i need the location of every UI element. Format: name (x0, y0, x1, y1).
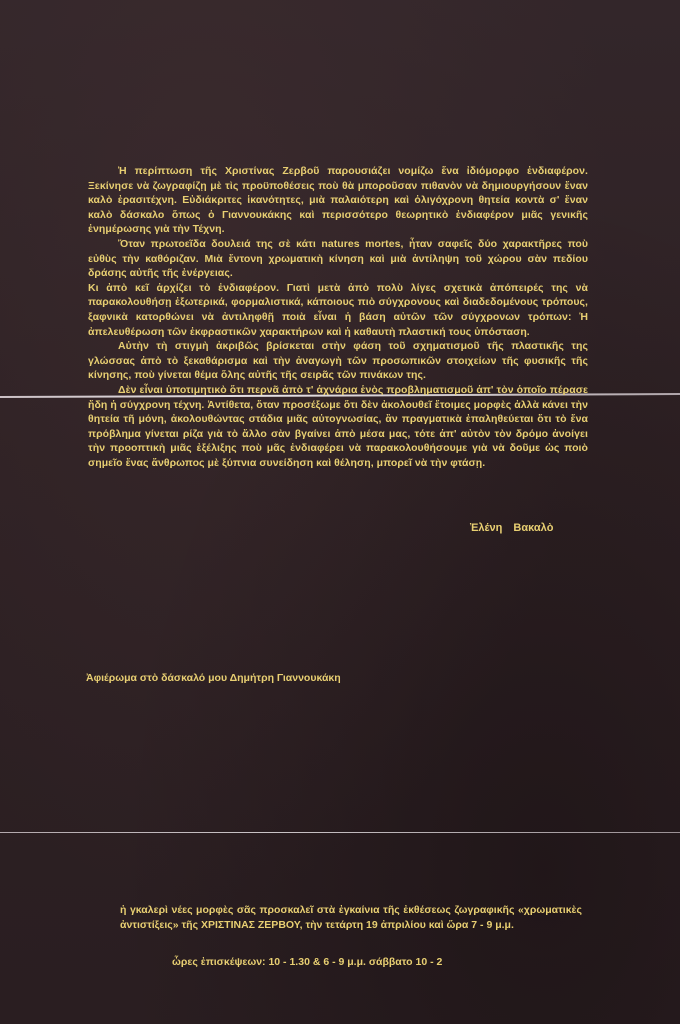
paper-fold-crease (0, 832, 680, 833)
essay-paragraph: Ἡ περίπτωση τῆς Χριστίνας Ζερβοῦ παρουσιάζει νομίζω ἕνα ἰδιόμορφο ἐνδιαφέρον. Ξεκίνησε νὰ ζωγραφίζῃ μὲ τὶς προϋποθέσεις ποὺ θὰ μποροῦσαν πιθανὸν νὰ δημιουργήσουν ἕναν καλὸ ἐρασιτέχνη. Εὐδιάκριτες ἱκανότητες, μιὰ παλαιότερη καὶ ὀλιγόχρονη θητεία κοντὰ σ' ἕναν καλὸ δάσκαλο ὅπως ὁ Γιαννουκάκης καὶ περισσότερο θεωρητικὸ ἐνδιαφέρον μιᾶς γενικῆς ἐνημέρωσης γιὰ τὴν Τέχνη. (88, 165, 588, 236)
critic-essay (88, 164, 588, 470)
essay-paragraph: Ὅταν πρωτοεῖδα δουλειά της σὲ κάτι natures mortes, ἦταν σαφεῖς δύο χαρακτῆρες ποὺ εὐθὺς τὴν καθόριζαν. Μιὰ ἔντονη χρωματικὴ κίνηση καὶ μιὰ ἀντίληψη τοῦ χώρου σὰν πεδίου δράσης αὐτῆς τῆς ἐνέργειας. (88, 237, 588, 280)
invitation-text: ἡ γκαλερὶ νέες μορφὲς σᾶς προσκαλεῖ στὰ ἐγκαίνια τῆς ἐκθέσεως ζωγραφικῆς «χρωματικὲς ἀντιστίξεις» τῆς ΧΡΙΣΤΙΝΑΣ ΖΕΡΒΟΥ, τὴν τετάρτη 19 ἀπριλίου καὶ ὥρα 7 - 9 μ.μ. (120, 904, 582, 931)
essay-paragraph: Αὐτὴν τὴ στιγμὴ ἀκριβῶς βρίσκεται στὴν φάση τοῦ σχηματισμοῦ τῆς πλαστικῆς της γλώσσας ἀπὸ τὸ ξεκαθάρισμα καὶ τὴν ἀναγωγὴ τῶν προσωπικῶν στοιχείων τῆς φυσικῆς τῆς κίνησης, ποὺ γίνεται θέμα ὅλης αὐτῆς τῆς σειρᾶς τῶν πινάκων της. (88, 340, 588, 382)
essay-signature: Ἐλένη Βακαλὸ (470, 522, 554, 534)
dedication-line: Ἀφιέρωμα στὸ δάσκαλό μου Δημήτρη Γιαννουκάκη (86, 672, 341, 684)
essay-paragraph: Κι ἀπὸ κεῖ ἀρχίζει τὸ ἐνδιαφέρον. Γιατὶ μετὰ ἀπὸ πολὺ λίγες σχετικὰ ἀπόπειρές της νὰ παρακολουθήσῃ ἐξωτερικά, φορμαλιστικά, κάποιους πιὸ σύγχρονους καὶ διαδεδομένους τρόπους, ξαφνικὰ κατορθώνει νὰ ἀντιληφθῇ ποιὰ εἶναι ἡ βάση αὐτῶν τῶν σύγχρονων τρόπων: Ἡ ἀπελευθέρωση τῶν ἐκφραστικῶν χαρακτήρων καὶ ἡ καθαυτὴ πλαστική τους ὑπόσταση. (88, 281, 588, 338)
visiting-hours: ὧρες ἐπισκέψεων: 10 - 1.30 & 6 - 9 μ.μ. σάββατο 10 - 2 (172, 956, 443, 968)
essay-paragraph: Δὲν εἶναι ὑποτιμητικὸ ὅτι περνᾶ ἀπὸ τ' ἀχνάρια ἑνὸς προβληματισμοῦ ἀπ' τὸν ὁποῖο πέρασε ἤδη ἡ σύγχρονη τέχνη. Ἀντίθετα, ὅταν προσέξωμε ὅτι δὲν ἀκολουθεῖ ἕτοιμες μορφὲς ἀλλὰ κάνει τὴν θητεία τῆ μόνη, ἀκολουθώντας στάδια μιᾶς αὐτογνωσίας, ἂν πραγματικὰ ἐπαληθεύεται ὅτι τὸ ἕνα πρόβλημα γίνεται ρίζα γιὰ τὸ ἄλλο σὰν βγαίνει ἀπὸ μέσα μας, τότε ἀπ' αὐτὸν τὸν δρόμο ἀνοίγει τὴν προοπτικὴ μιᾶς ἐξέλιξης ποὺ μᾶς ἐνδιαφέρει νὰ παρακολουθήσουμε γιὰ νὰ δοῦμε ὡς ποιὸ σημεῖο ἕνας ἄνθρωπος μὲ ξύπνια συνείδηση καὶ θέληση, μπορεῖ νὰ τὴν φτάσῃ. (88, 383, 588, 469)
